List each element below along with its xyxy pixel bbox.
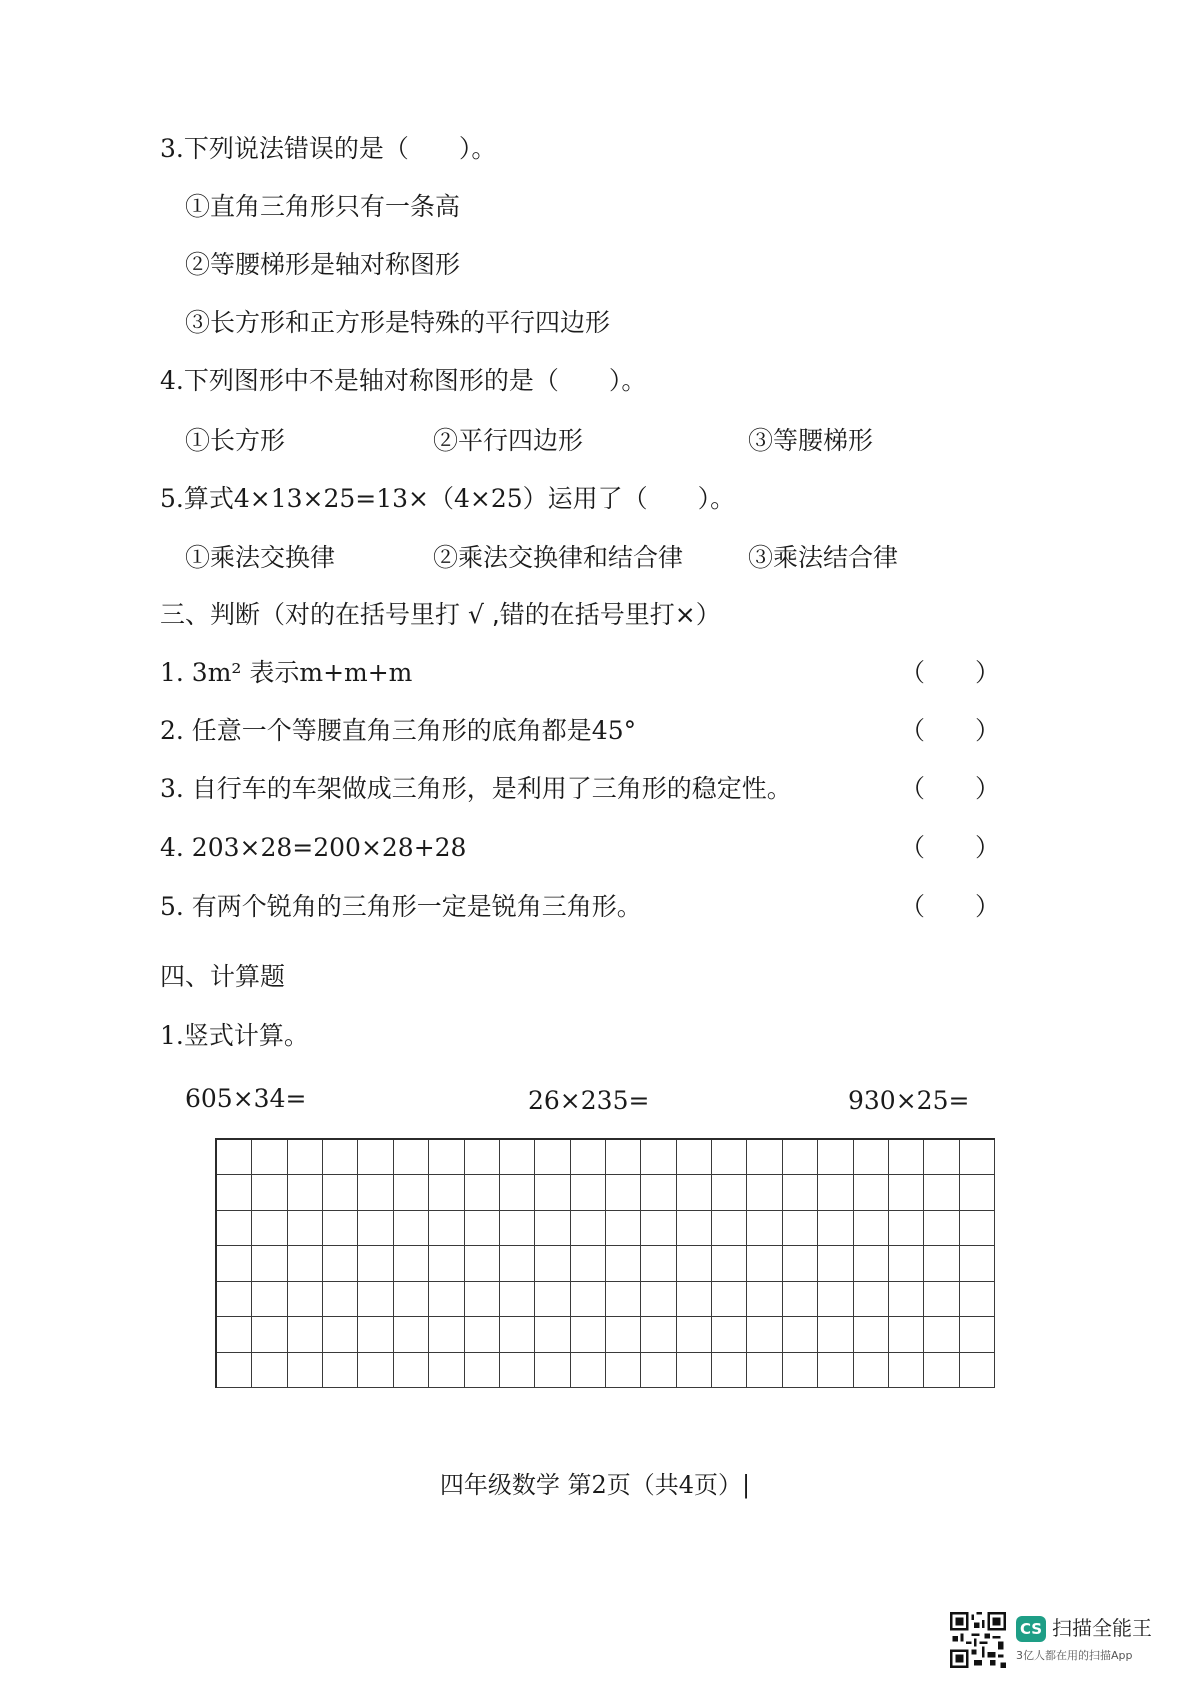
grid-cell[interactable] [217, 1282, 252, 1317]
grid-cell[interactable] [712, 1282, 747, 1317]
grid-cell[interactable] [217, 1317, 252, 1352]
grid-cell[interactable] [641, 1140, 676, 1175]
grid-cell[interactable] [641, 1211, 676, 1246]
grid-cell[interactable] [358, 1175, 393, 1210]
grid-cell[interactable] [818, 1211, 853, 1246]
grid-cell[interactable] [606, 1282, 641, 1317]
grid-cell[interactable] [783, 1317, 818, 1352]
grid-cell[interactable] [358, 1317, 393, 1352]
judge-answer-1[interactable]: （ ） [900, 658, 1001, 687]
grid-cell[interactable] [394, 1246, 429, 1281]
grid-cell[interactable] [394, 1211, 429, 1246]
grid-cell[interactable] [394, 1140, 429, 1175]
grid-cell[interactable] [606, 1140, 641, 1175]
grid-cell[interactable] [677, 1353, 712, 1388]
grid-cell[interactable] [394, 1282, 429, 1317]
grid-cell[interactable] [889, 1353, 924, 1388]
grid-cell[interactable] [571, 1246, 606, 1281]
grid-cell[interactable] [394, 1317, 429, 1352]
grid-cell[interactable] [677, 1317, 712, 1352]
grid-cell[interactable] [252, 1211, 287, 1246]
grid-cell[interactable] [606, 1317, 641, 1352]
grid-cell[interactable] [677, 1140, 712, 1175]
question-3-stem: 3.下列说法错误的是（ ）。 [160, 134, 497, 163]
judge-item-5: 5. 有两个锐角的三角形一定是锐角三角形。 [160, 892, 642, 921]
grid-cell[interactable] [924, 1246, 959, 1281]
app-slogan: 3亿人都在用的扫描App [1016, 1649, 1133, 1662]
grid-cell[interactable] [535, 1353, 570, 1388]
grid-cell[interactable] [712, 1353, 747, 1388]
grid-cell[interactable] [571, 1317, 606, 1352]
scanner-watermark [950, 1612, 1165, 1670]
grid-cell[interactable] [854, 1140, 889, 1175]
grid-cell[interactable] [252, 1140, 287, 1175]
grid-cell[interactable] [465, 1282, 500, 1317]
grid-cell[interactable] [217, 1353, 252, 1388]
grid-cell[interactable] [323, 1175, 358, 1210]
grid-cell[interactable] [535, 1140, 570, 1175]
grid-cell[interactable] [960, 1175, 995, 1210]
grid-cell[interactable] [854, 1246, 889, 1281]
grid-cell[interactable] [606, 1211, 641, 1246]
grid-cell[interactable] [641, 1246, 676, 1281]
judge-answer-5[interactable]: （ ） [900, 892, 1001, 921]
grid-cell[interactable] [288, 1140, 323, 1175]
grid-cell[interactable] [358, 1353, 393, 1388]
grid-cell[interactable] [500, 1282, 535, 1317]
grid-cell[interactable] [394, 1175, 429, 1210]
grid-cell[interactable] [783, 1140, 818, 1175]
page-footer: 四年级数学 第2页（共4页）| [439, 1471, 751, 1499]
grid-cell[interactable] [217, 1211, 252, 1246]
grid-cell[interactable] [571, 1140, 606, 1175]
grid-cell[interactable] [323, 1353, 358, 1388]
grid-cell[interactable] [818, 1140, 853, 1175]
grid-cell[interactable] [712, 1140, 747, 1175]
grid-cell[interactable] [500, 1175, 535, 1210]
grid-cell[interactable] [465, 1140, 500, 1175]
question-3-option-2: ②等腰梯形是轴对称图形 [185, 250, 461, 279]
grid-cell[interactable] [783, 1246, 818, 1281]
grid-cell[interactable] [535, 1282, 570, 1317]
question-4-stem: 4.下列图形中不是轴对称图形的是（ ）。 [160, 366, 647, 395]
grid-cell[interactable] [252, 1282, 287, 1317]
grid-cell[interactable] [747, 1211, 782, 1246]
question-5-option-2: ②乘法交换律和结合律 [433, 543, 684, 572]
question-4-option-3: ③等腰梯形 [748, 426, 874, 455]
grid-cell[interactable] [500, 1353, 535, 1388]
grid-cell[interactable] [358, 1246, 393, 1281]
calc-expr-3: 930×25= [848, 1086, 970, 1115]
grid-cell[interactable] [818, 1353, 853, 1388]
question-4-option-2: ②平行四边形 [433, 426, 584, 455]
grid-cell[interactable] [323, 1246, 358, 1281]
grid-cell[interactable] [960, 1282, 995, 1317]
grid-cell[interactable] [960, 1246, 995, 1281]
grid-cell[interactable] [747, 1353, 782, 1388]
grid-cell[interactable] [854, 1317, 889, 1352]
grid-cell[interactable] [677, 1175, 712, 1210]
grid-cell[interactable] [358, 1282, 393, 1317]
question-4-option-1: ①长方形 [185, 426, 286, 455]
grid-cell[interactable] [818, 1246, 853, 1281]
grid-cell[interactable] [429, 1317, 464, 1352]
grid-cell[interactable] [606, 1175, 641, 1210]
grid-cell[interactable] [889, 1317, 924, 1352]
grid-cell[interactable] [641, 1282, 676, 1317]
grid-cell[interactable] [854, 1211, 889, 1246]
grid-cell[interactable] [571, 1282, 606, 1317]
grid-cell[interactable] [500, 1140, 535, 1175]
grid-cell[interactable] [712, 1175, 747, 1210]
calc-subheading: 1.竖式计算。 [160, 1021, 309, 1050]
grid-cell[interactable] [465, 1211, 500, 1246]
grid-cell[interactable] [500, 1317, 535, 1352]
grid-cell[interactable] [889, 1246, 924, 1281]
grid-cell[interactable] [641, 1353, 676, 1388]
grid-cell[interactable] [429, 1246, 464, 1281]
grid-cell[interactable] [712, 1246, 747, 1281]
grid-cell[interactable] [429, 1353, 464, 1388]
grid-cell[interactable] [712, 1317, 747, 1352]
grid-cell[interactable] [465, 1175, 500, 1210]
section-4-heading: 四、计算题 [160, 962, 286, 991]
judge-item-3: 3. 自行车的车架做成三角形，是利用了三角形的稳定性。 [160, 774, 792, 803]
calc-expr-2: 26×235= [528, 1086, 650, 1115]
grid-cell[interactable] [818, 1175, 853, 1210]
grid-cell[interactable] [747, 1140, 782, 1175]
judge-item-1: 1. 3m² 表示m+m+m [160, 658, 413, 687]
grid-cell[interactable] [924, 1140, 959, 1175]
grid-cell[interactable] [252, 1317, 287, 1352]
grid-cell[interactable] [924, 1211, 959, 1246]
grid-cell[interactable] [323, 1211, 358, 1246]
grid-cell[interactable] [641, 1317, 676, 1352]
grid-cell[interactable] [358, 1140, 393, 1175]
grid-cell[interactable] [465, 1317, 500, 1352]
grid-cell[interactable] [854, 1282, 889, 1317]
grid-cell[interactable] [217, 1140, 252, 1175]
grid-cell[interactable] [889, 1140, 924, 1175]
grid-cell[interactable] [960, 1211, 995, 1246]
grid-cell[interactable] [500, 1211, 535, 1246]
grid-cell[interactable] [960, 1317, 995, 1352]
grid-cell[interactable] [358, 1211, 393, 1246]
grid-cell[interactable] [854, 1353, 889, 1388]
grid-cell[interactable] [429, 1140, 464, 1175]
app-name: 扫描全能王 [1052, 1616, 1152, 1640]
grid-cell[interactable] [924, 1317, 959, 1352]
grid-cell[interactable] [606, 1353, 641, 1388]
grid-cell[interactable] [889, 1282, 924, 1317]
grid-cell[interactable] [783, 1353, 818, 1388]
grid-cell[interactable] [924, 1175, 959, 1210]
grid-cell[interactable] [429, 1282, 464, 1317]
grid-cell[interactable] [960, 1353, 995, 1388]
grid-cell[interactable] [889, 1211, 924, 1246]
grid-cell[interactable] [783, 1282, 818, 1317]
grid-cell[interactable] [252, 1246, 287, 1281]
grid-cell[interactable] [535, 1211, 570, 1246]
grid-cell[interactable] [429, 1175, 464, 1210]
grid-cell[interactable] [924, 1282, 959, 1317]
grid-cell[interactable] [571, 1353, 606, 1388]
grid-cell[interactable] [394, 1353, 429, 1388]
grid-cell[interactable] [641, 1175, 676, 1210]
grid-cell[interactable] [500, 1246, 535, 1281]
grid-cell[interactable] [288, 1317, 323, 1352]
grid-cell[interactable] [747, 1317, 782, 1352]
grid-cell[interactable] [535, 1317, 570, 1352]
grid-cell[interactable] [252, 1175, 287, 1210]
grid-cell[interactable] [924, 1353, 959, 1388]
grid-cell[interactable] [288, 1353, 323, 1388]
grid-cell[interactable] [783, 1175, 818, 1210]
judge-item-4: 4. 203×28=200×28+28 [160, 833, 467, 862]
judge-answer-4[interactable]: （ ） [900, 833, 1001, 862]
grid-cell[interactable] [465, 1353, 500, 1388]
grid-cell[interactable] [960, 1140, 995, 1175]
grid-cell[interactable] [747, 1175, 782, 1210]
grid-cell[interactable] [323, 1140, 358, 1175]
grid-cell[interactable] [677, 1282, 712, 1317]
grid-cell[interactable] [465, 1246, 500, 1281]
grid-cell[interactable] [889, 1175, 924, 1210]
grid-cell[interactable] [677, 1246, 712, 1281]
grid-cell[interactable] [818, 1317, 853, 1352]
grid-cell[interactable] [288, 1246, 323, 1281]
grid-cell[interactable] [854, 1175, 889, 1210]
grid-cell[interactable] [747, 1282, 782, 1317]
grid-cell[interactable] [217, 1175, 252, 1210]
grid-cell[interactable] [783, 1211, 818, 1246]
question-3-option-3: ③长方形和正方形是特殊的平行四边形 [185, 308, 611, 337]
grid-cell[interactable] [535, 1246, 570, 1281]
calc-expr-1: 605×34= [185, 1084, 307, 1113]
judge-answer-3[interactable]: （ ） [900, 774, 1001, 803]
grid-cell[interactable] [606, 1246, 641, 1281]
grid-cell[interactable] [288, 1175, 323, 1210]
grid-cell[interactable] [535, 1175, 570, 1210]
grid-cell[interactable] [571, 1175, 606, 1210]
answer-grid[interactable] [215, 1138, 995, 1388]
question-5-stem: 5.算式4×13×25=13×（4×25）运用了（ ）。 [160, 484, 736, 513]
grid-cell[interactable] [712, 1211, 747, 1246]
judge-item-2: 2. 任意一个等腰直角三角形的底角都是45° [160, 716, 637, 745]
cs-logo-icon: CS [1016, 1616, 1046, 1642]
grid-cell[interactable] [323, 1282, 358, 1317]
question-3-option-1: ①直角三角形只有一条高 [185, 192, 461, 221]
grid-cell[interactable] [288, 1282, 323, 1317]
grid-cell[interactable] [323, 1317, 358, 1352]
grid-cell[interactable] [217, 1246, 252, 1281]
grid-cell[interactable] [747, 1246, 782, 1281]
question-5-option-3: ③乘法结合律 [748, 543, 899, 572]
qr-code-icon [950, 1612, 1006, 1668]
question-5-option-1: ①乘法交换律 [185, 543, 336, 572]
judge-answer-2[interactable]: （ ） [900, 716, 1001, 745]
grid-cell[interactable] [288, 1211, 323, 1246]
grid-cell[interactable] [252, 1353, 287, 1388]
grid-cell[interactable] [818, 1282, 853, 1317]
section-3-heading: 三、判断（对的在括号里打 √ ,错的在括号里打×） [160, 600, 721, 629]
grid-cell[interactable] [677, 1211, 712, 1246]
grid-cell[interactable] [571, 1211, 606, 1246]
grid-cell[interactable] [429, 1211, 464, 1246]
